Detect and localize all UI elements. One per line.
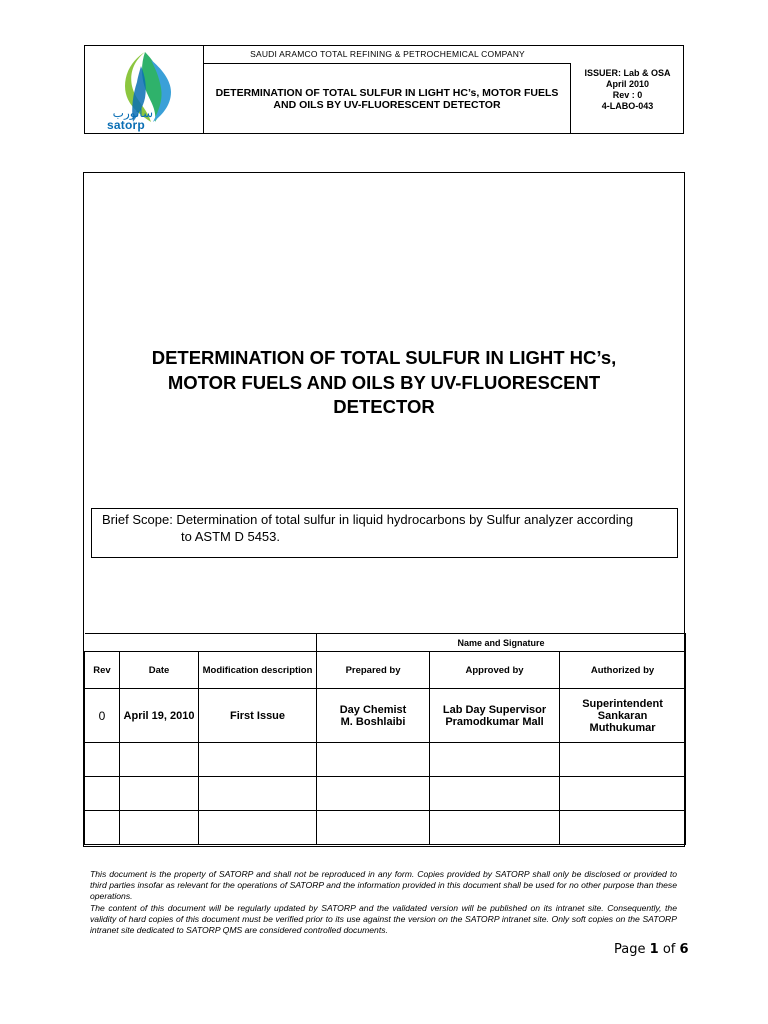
row-date: April 19, 2010: [120, 689, 199, 743]
table-empty-header-cell: [85, 634, 317, 652]
col-header-prepared: Prepared by: [317, 652, 430, 689]
table-row: [85, 777, 686, 811]
table-row: [85, 743, 686, 777]
row-approved: [430, 689, 560, 743]
issue-date: April 2010: [605, 79, 650, 89]
col-header-rev: Rev: [85, 652, 120, 689]
table-row: [85, 811, 686, 845]
page-total: 6: [679, 942, 689, 957]
page-number: [614, 942, 689, 957]
document-number: 4-LABO-043: [601, 101, 654, 111]
title-line-3: DETECTOR: [333, 396, 435, 417]
row-authorized: [560, 689, 686, 743]
issuer-block: [571, 64, 684, 114]
disclaimer-paragraph-2: The content of this document will be regularly updated by SATORP and the validated version will be published on its intranet site. Consequently, the validity of hard copies of this document must be verified prior to its use against the version on the SATORP intranet site. Only soft copies on the SATORP intranet site dedicated to SATORP QMS are considered controlled documents.: [90, 902, 677, 936]
scope-line-2: to ASTM D 5453.: [181, 529, 280, 544]
page-of: of: [662, 942, 676, 957]
issuer-text: ISSUER: Lab & OSA: [584, 68, 671, 78]
row-prepared: [317, 689, 430, 743]
col-header-authorized: Authorized by: [560, 652, 686, 689]
prepared-name: M. Boshlaibi: [340, 715, 406, 728]
authorized-role: Superintendent: [582, 697, 663, 710]
col-header-modification: Modification description: [199, 652, 317, 689]
page-label: Page: [614, 942, 646, 957]
document-header: [84, 45, 684, 134]
authorized-name-2: Muthukumar: [589, 721, 656, 734]
logo-arabic-text: ساتورب: [112, 106, 153, 120]
header-title: [204, 64, 571, 134]
col-header-approved: Approved by: [430, 652, 560, 689]
prepared-role: Day Chemist: [339, 703, 407, 716]
row-rev: 0: [85, 689, 120, 743]
title-line-2: MOTOR FUELS AND OILS BY UV-FLUORESCENT: [167, 371, 601, 393]
page-current: 1: [649, 942, 659, 957]
approved-name: Pramodkumar Mall: [445, 715, 544, 728]
company-logo: [85, 46, 204, 133]
scope-line-1: Brief Scope: Determination of total sulfur in liquid hydrocarbons by Sulfur analyzer according: [102, 512, 634, 527]
name-signature-header: Name and Signature: [317, 634, 686, 652]
revision-table: [84, 633, 686, 845]
row-modification: First Issue: [199, 689, 317, 743]
header-title-text: DETERMINATION OF TOTAL SULFUR IN LIGHT HC’s, MOTOR FUELS AND OILS BY UV-FLUORESCENT DETECTOR: [215, 87, 559, 111]
logo-wordmark: satorp: [107, 118, 145, 132]
authorized-name-1: Sankaran: [597, 709, 648, 722]
table-group-header-row: [85, 634, 686, 652]
table-row: [85, 689, 686, 743]
company-name: SAUDI ARAMCO TOTAL REFINING & PETROCHEMICAL COMPANY: [204, 46, 571, 64]
approved-role: Lab Day Supervisor: [442, 703, 547, 716]
revision-text: Rev : 0: [612, 90, 643, 100]
col-header-date: Date: [120, 652, 199, 689]
disclaimer-footer: [90, 869, 677, 936]
document-title: [100, 346, 668, 420]
table-header-row: [85, 652, 686, 689]
title-line-1: DETERMINATION OF TOTAL SULFUR IN LIGHT HC’s,: [151, 347, 617, 368]
disclaimer-paragraph-1: This document is the property of SATORP and shall not be reproduced in any form. Copies provided by SATORP shall only be disclosed or provided to third parties insofar as relevant for the operations of SATORP and the information provided in this document shall be used for no other purpose than these operations.: [90, 869, 677, 902]
brief-scope-box: [91, 508, 678, 558]
